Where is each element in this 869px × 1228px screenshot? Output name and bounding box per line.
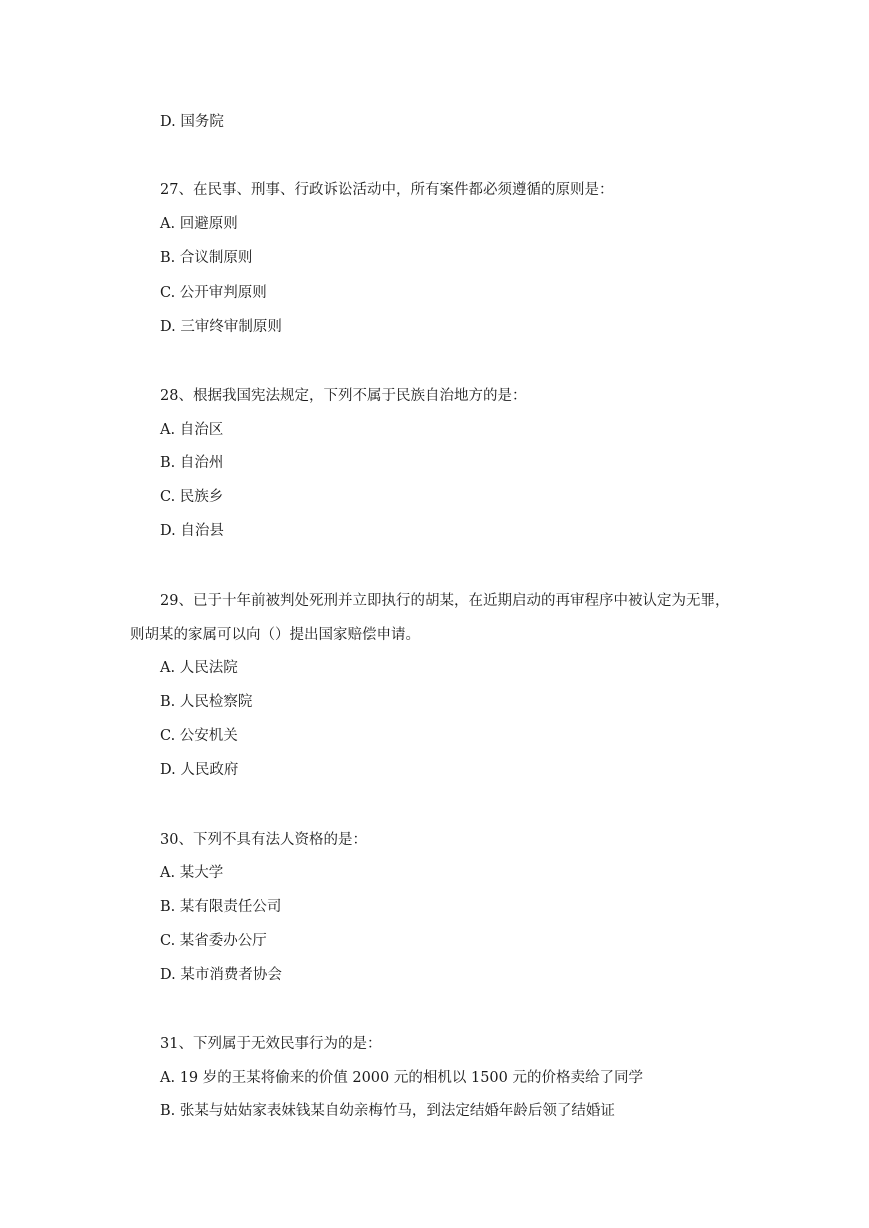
question-29-line2: 则胡某的家属可以向（）提出国家赔偿申请。 [130, 627, 420, 643]
option-27-c: C. 公开审判原则 [160, 285, 267, 301]
option-31-a: A. 19 岁的王某将偷来的价值 2000 元的相机以 1500 元的价格卖给了同学 [160, 1070, 643, 1086]
option-29-d: D. 人民政府 [160, 762, 239, 778]
option-29-c: C. 公安机关 [160, 728, 238, 744]
option-30-b: B. 某有限责任公司 [160, 899, 282, 915]
option-31-b: B. 张某与姑姑家表妹钱某自幼亲梅竹马，到法定结婚年龄后领了结婚证 [160, 1103, 615, 1119]
option-27-a: A. 回避原则 [160, 216, 238, 232]
option-29-b: B. 人民检察院 [160, 694, 253, 710]
question-31: 31、下列属于无效民事行为的是： [160, 1036, 382, 1052]
option-29-a: A. 人民法院 [160, 660, 238, 676]
option-27-d: D. 三审终审制原则 [160, 319, 282, 335]
option-28-d: D. 自治县 [160, 523, 224, 539]
option-30-d: D. 某市消费者协会 [160, 967, 282, 983]
option-30-a: A. 某大学 [160, 865, 224, 881]
question-27: 27、在民事、刑事、行政诉讼活动中，所有案件都必须遵循的原则是： [160, 182, 614, 198]
question-28: 28、根据我国宪法规定，下列不属于民族自治地方的是： [160, 388, 527, 404]
option-28-b: B. 自治州 [160, 455, 224, 471]
option-28-c: C. 民族乡 [160, 489, 224, 505]
option-d-prev: D. 国务院 [160, 114, 224, 130]
question-30: 30、下列不具有法人资格的是： [160, 832, 367, 848]
option-30-c: C. 某省委办公厅 [160, 933, 267, 949]
question-29-line1: 29、已于十年前被判处死刑并立即执行的胡某，在近期启动的再审程序中被认定为无罪， [160, 593, 730, 609]
option-27-b: B. 合议制原则 [160, 250, 253, 266]
option-28-a: A. 自治区 [160, 422, 224, 438]
